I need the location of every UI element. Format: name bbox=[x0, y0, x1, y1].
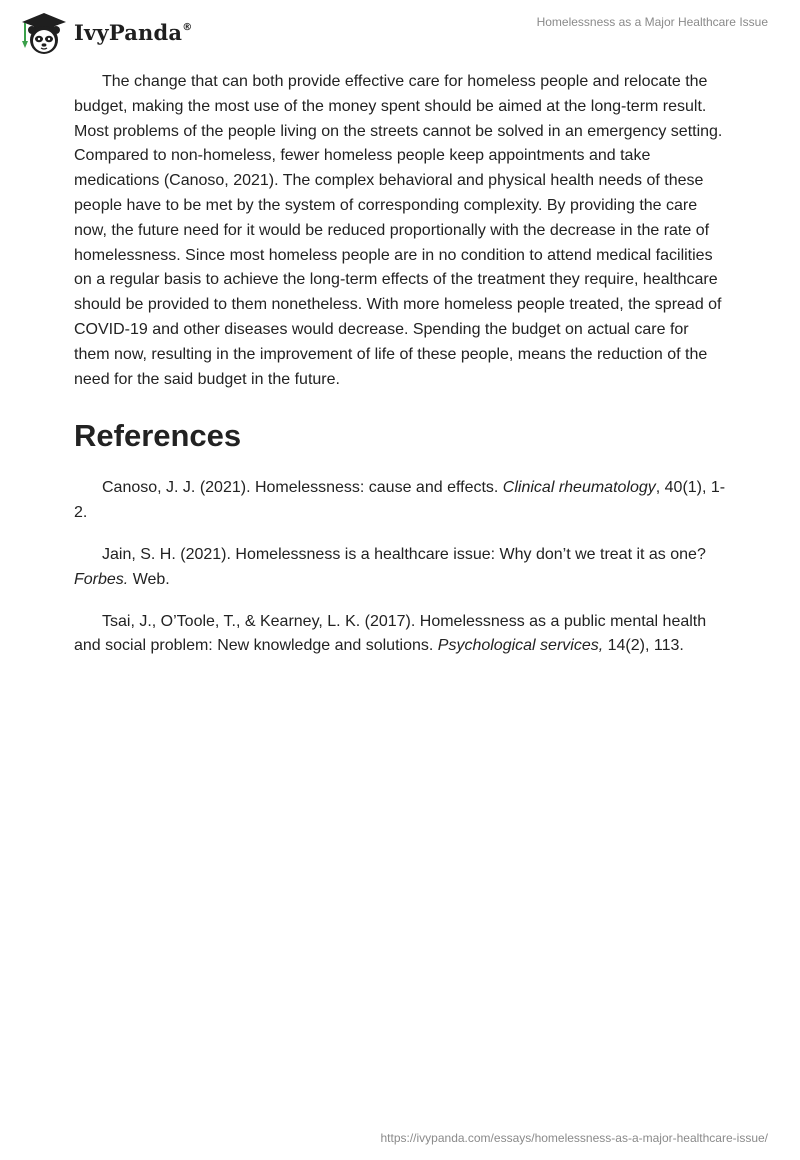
reference-item: Canoso, J. J. (2021). Homelessness: cause and effects. Clinical rheumatology, 40(1), 1-2. bbox=[74, 479, 726, 522]
reference-item: Tsai, J., O’Toole, T., & Kearney, L. K. (2017). Homelessness as a public mental health and social problem: New knowledge and solutions. Psychological services, 14(2), 113. bbox=[74, 612, 707, 655]
body-paragraph: The change that can both provide effective care for homeless people and relocate the budget, making the most use of the money spent should be aimed at the long-term result. Most problems of the people living on the streets cannot be solved in an emergency setting. Compared to non-homeless, fewer homeless people keep appointments and take medications (Canoso, 2021). The complex behavioral and physical health needs of these people have to be met by the system of corresponding complexity. By providing the care now, the future need for it would be reduced proportionally with the decrease in the rate of homelessness. Since most homeless people are in no condition to attend medical facilities on a regular basis to achieve the long-term effects of the treatment they require, healthcare should be provided to them nonetheless. With more homeless people treated, the spread of COVID-19 and other diseases would decrease. Spending the budget on actual care for them now, resulting in the improvement of life of these people, means the reduction of the need for the said budget in the future. bbox=[74, 73, 723, 388]
reference-source: Forbes. bbox=[74, 570, 129, 588]
logo-text: IvyPanda® bbox=[74, 19, 193, 45]
reference-source: Psychological services, bbox=[437, 637, 604, 655]
page-header bbox=[0, 0, 800, 60]
reference-source: Clinical rheumatology bbox=[502, 479, 656, 497]
essay-content bbox=[74, 70, 728, 676]
registered-mark: ® bbox=[182, 21, 193, 33]
panda-graduation-cap-icon bbox=[14, 8, 70, 56]
ivypanda-logo[interactable] bbox=[14, 8, 192, 56]
reference-item: Jain, S. H. (2021). Homelessness is a healthcare issue: Why don’t we treat it as one? Forbes. Web. bbox=[74, 545, 706, 588]
references-list bbox=[74, 476, 728, 659]
references-heading: References bbox=[74, 418, 242, 454]
footer-url[interactable]: https://ivypanda.com/essays/homelessness-as-a-major-healthcare-issue/ bbox=[380, 1131, 768, 1145]
running-title: Homelessness as a Major Healthcare Issue bbox=[536, 15, 768, 29]
